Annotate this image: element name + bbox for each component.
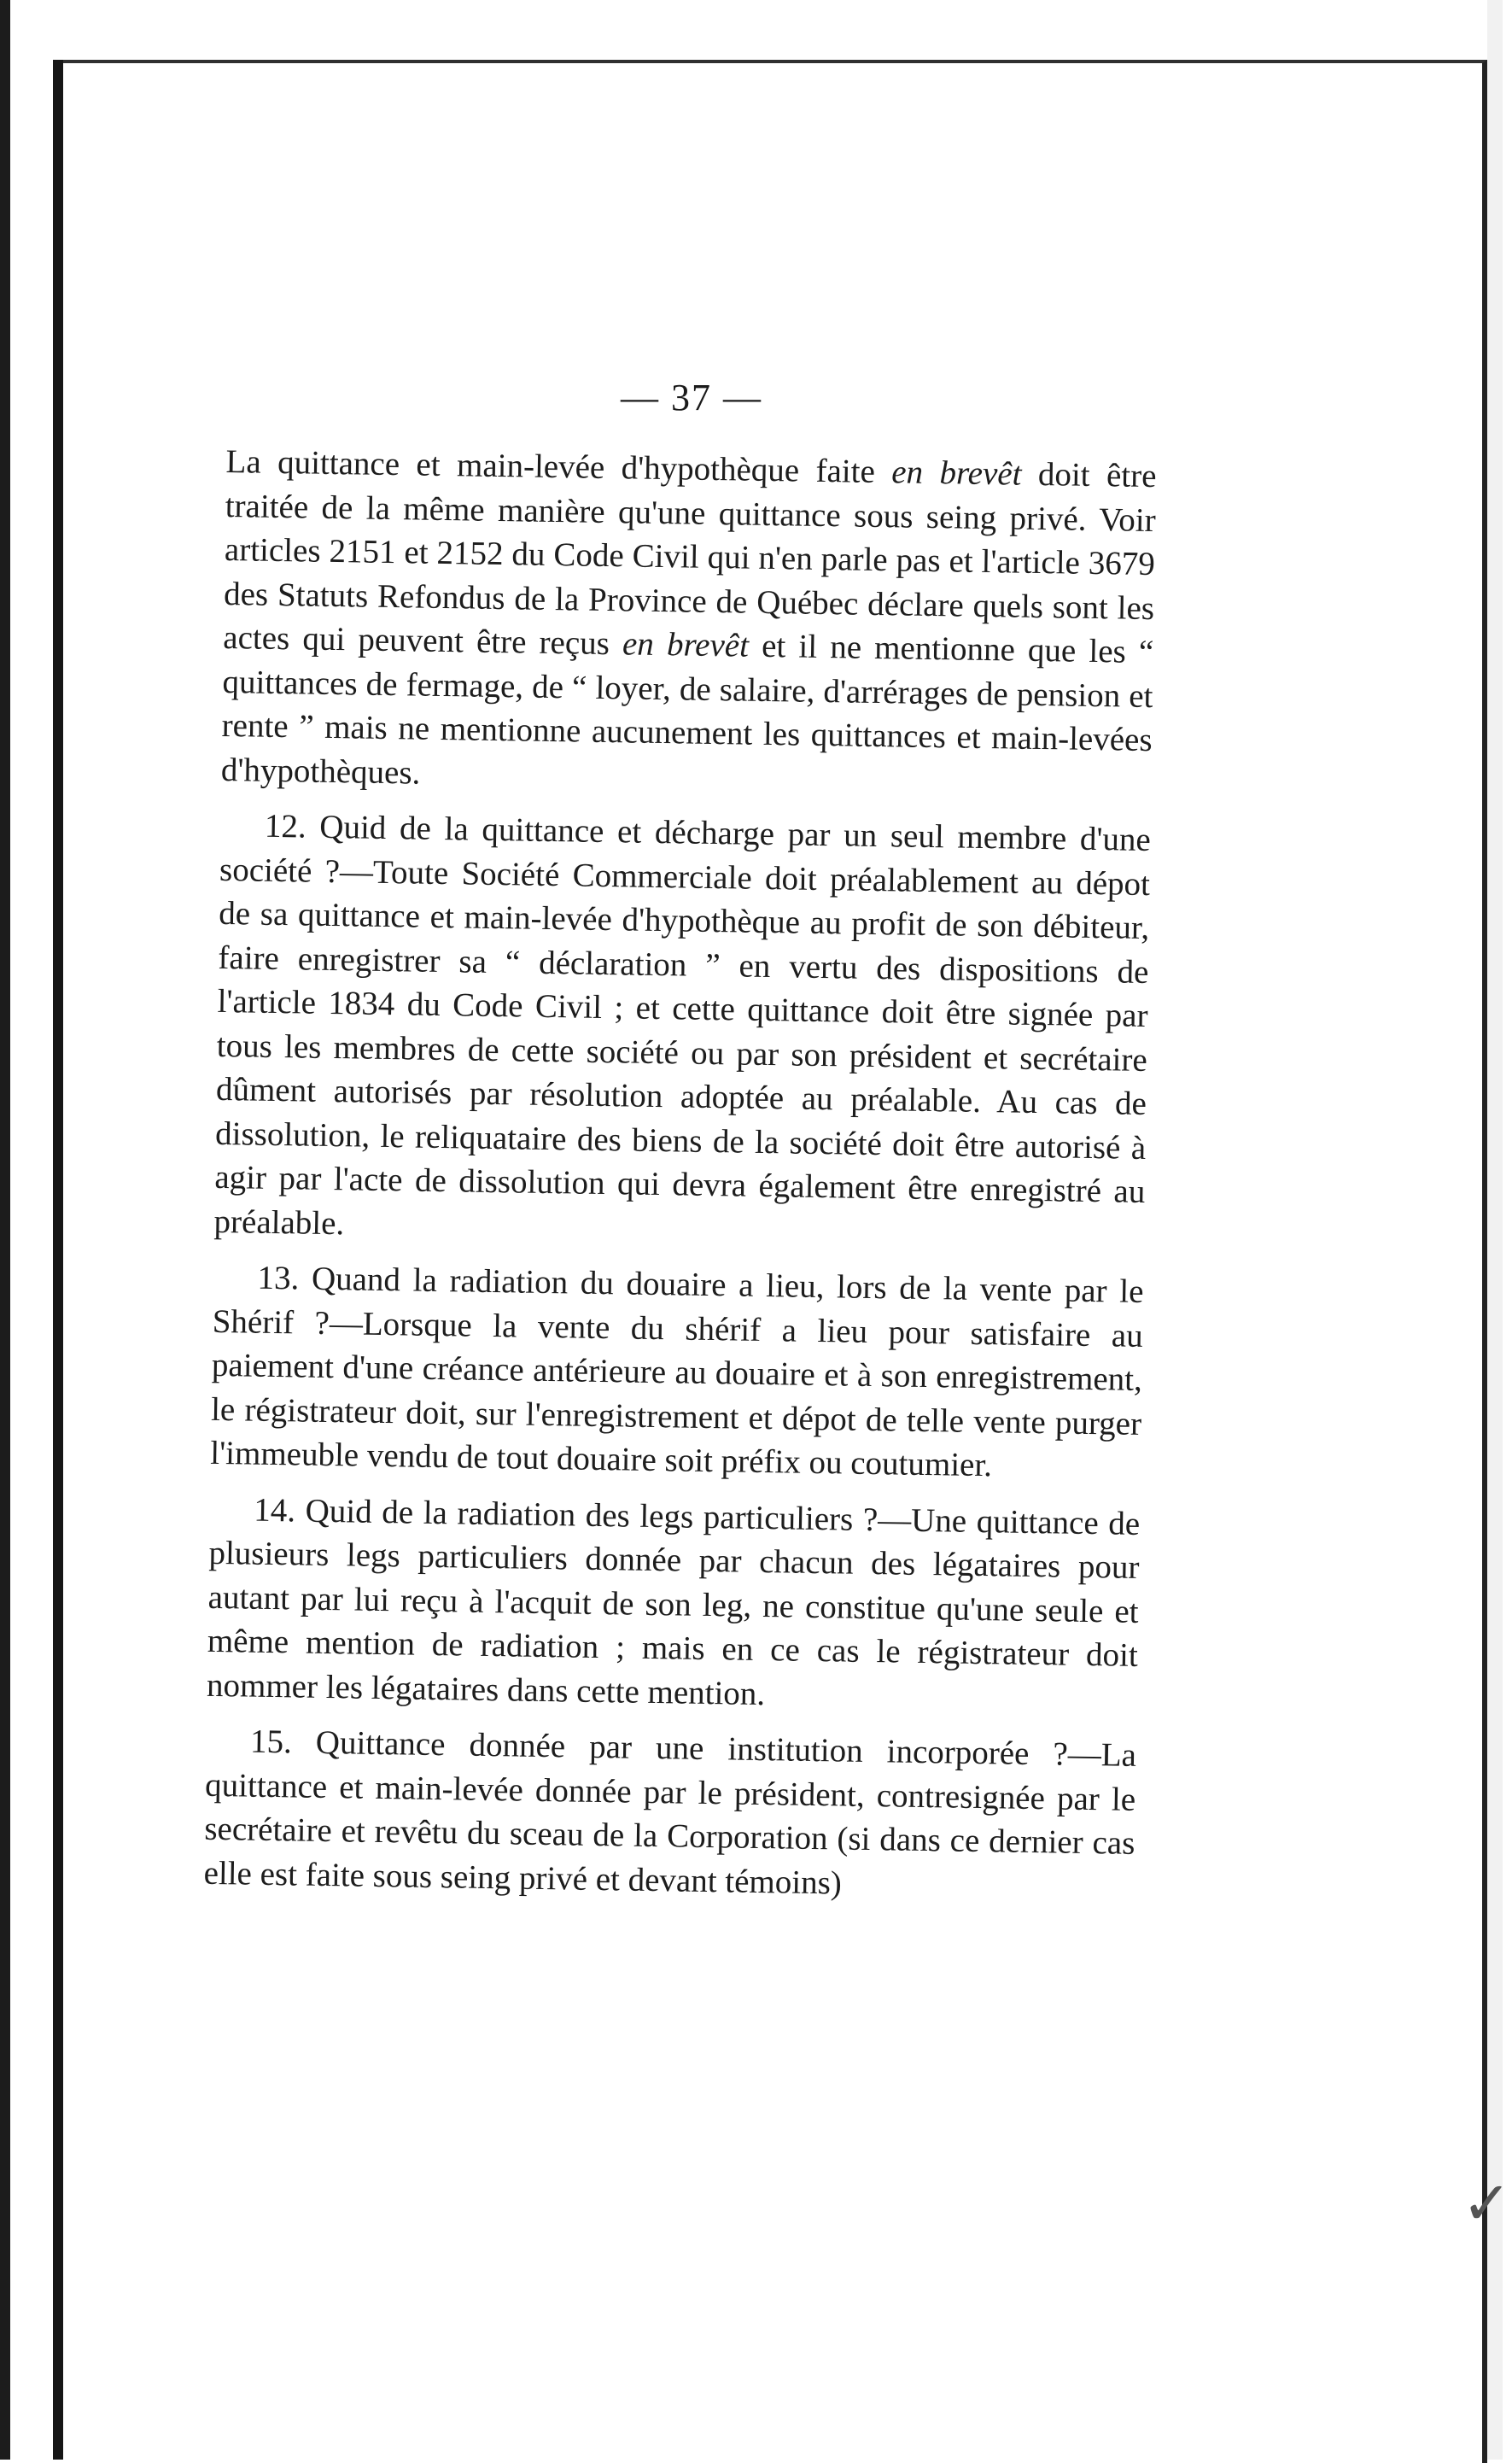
text-run: 12. Quid de la quittance et décharge par un seul membre d'une société ?—Toute Société Commerciale doit préalablement au dépot de sa quittance et main-levée d'hypothèque au profit de son débiteur, faire enregistrer sa “ déclaration ” en vertu des dispositions de l'article 1834 du Code Civil ; et cette quittance doit être signée par tous les membres de cette société ou par son président et secrétaire dûment autorisés par résolution adoptée au préalable. Au cas de dissolution, le reliquataire des biens de la société doit être autorisé à agir par l'acte de dissolution qui devra également être enregistré au préalable.	[213, 807, 1152, 1242]
paragraph-1	[221, 440, 1157, 806]
text-run: et il ne mentionne que les “ quittances de fermage, de “ loyer, de salaire, d'arrérages de pension et rente ” mais ne mentionne aucunement les quittances et main-levées d'hypothèques.	[220, 627, 1154, 792]
text-run: 15. Quittance donnée par une institution incorporée ?—La quittance et main-levée donnée par le président, contresignée par le secrétaire et revêtu du sceau de la Corporation (si dans ce dernier cas elle est faite sous seing privé et devant témoins)	[203, 1723, 1137, 1902]
paragraph-15	[203, 1719, 1136, 1910]
text-run: 14. Quid de la radiation des legs particuliers ?—Une quittance de plusieurs legs particuliers donnée par chacun des légataires pour autant par lui reçu à l'acquit de son leg, ne constitue qu'une seule et même mention de radiation ; mais en ce cas le régistrateur doit nommer les légataires dans cette mention.	[206, 1491, 1141, 1712]
pencil-check-mark-icon: ✓	[1462, 2168, 1512, 2238]
body-text	[203, 440, 1157, 1922]
text-run: La quittance et main-levée d'hypothèque faite	[225, 442, 892, 491]
right-margin-shadow	[1487, 0, 1503, 2460]
italic-text: en brevêt	[890, 453, 1022, 493]
text-run: doit être traitée de la même manière qu'une quittance sous seing privé. Voir articles 2151 et 2152 du Code Civil qui n'en parle pas et l'article 3679 des Statuts Refondus de la Province de Québec déclare quels sont les actes qui peuvent être reçus	[223, 455, 1157, 663]
paragraph-12	[213, 804, 1151, 1258]
previous-page-edge	[53, 60, 63, 2460]
binding-edge	[0, 0, 10, 2460]
page-number: — 37 —	[621, 377, 762, 418]
paragraph-13	[210, 1255, 1144, 1490]
text-run: 13. Quand la radiation du douaire a lieu, lors de la vente par le Shérif ?—Lorsque la vente du shérif a lieu pour satisfaire au paiement d'une créance antérieure au douaire et à son enregistrement, le régistrateur doit, sur l'enregistrement et dépot de telle vente purger l'immeuble vendu de tout douaire soit préfix ou coutumier.	[210, 1259, 1144, 1484]
italic-text: en brevêt	[622, 625, 750, 664]
paragraph-14	[207, 1487, 1141, 1722]
